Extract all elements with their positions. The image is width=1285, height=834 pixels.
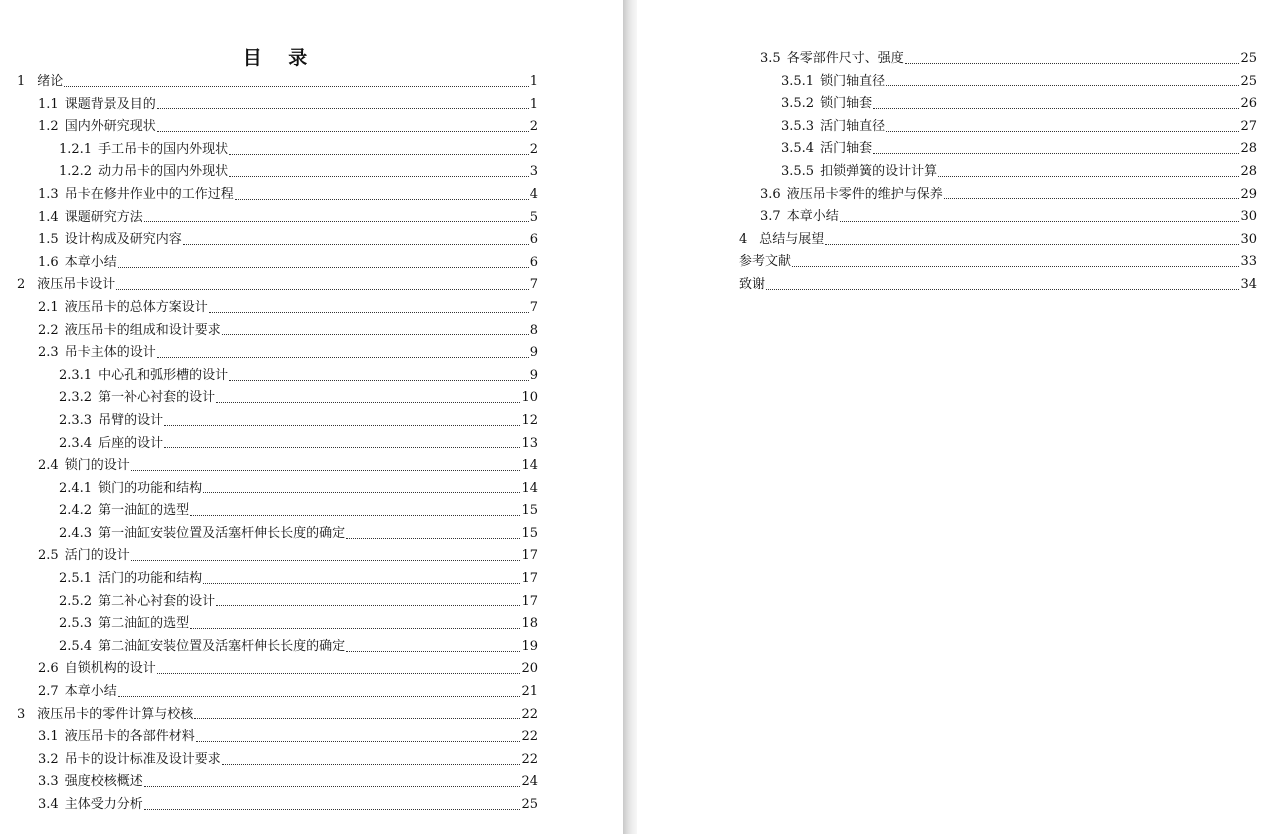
toc-entry[interactable]	[17, 500, 538, 523]
toc-entry-page-number: 25	[1240, 51, 1257, 66]
toc-entry[interactable]	[739, 138, 1257, 161]
toc-dot-leader	[157, 131, 529, 132]
toc-dot-leader	[203, 583, 520, 584]
toc-dot-leader	[216, 605, 520, 606]
toc-entry[interactable]	[17, 681, 538, 704]
toc-entry-title: 致谢	[739, 276, 766, 292]
toc-entry-page-number: 26	[1240, 96, 1257, 112]
toc-dot-leader	[938, 176, 1239, 177]
toc-dot-leader	[131, 560, 521, 561]
toc-entry[interactable]	[739, 184, 1257, 207]
toc-entry[interactable]	[17, 568, 538, 591]
toc-entry-title: 锁门的设计	[64, 458, 130, 474]
toc-dot-leader	[157, 357, 529, 358]
toc-entry-page-number: 22	[521, 729, 538, 745]
toc-entry[interactable]	[17, 161, 538, 184]
toc-dot-leader	[144, 809, 521, 810]
toc-dot-leader	[190, 515, 520, 516]
toc-entry[interactable]	[17, 71, 538, 94]
toc-entry[interactable]	[17, 771, 538, 794]
toc-entry-title: 本章小结	[64, 684, 117, 700]
toc-dot-leader	[164, 447, 520, 448]
toc-dot-leader	[216, 402, 520, 403]
toc-entry-number: 3.4	[38, 797, 59, 812]
toc-entry[interactable]	[739, 229, 1257, 252]
toc-dot-leader	[144, 221, 529, 222]
toc-entry-page-number: 13	[521, 435, 538, 451]
toc-entry-title: 液压吊卡零件的维护与保养	[786, 186, 943, 202]
toc-entry-title: 总结与展望	[759, 231, 825, 247]
toc-entry-page-number: 12	[521, 412, 538, 428]
toc-entry-page-number: 4	[529, 186, 538, 202]
toc-dot-leader	[183, 244, 529, 245]
toc-entry[interactable]	[17, 704, 538, 727]
toc-entry[interactable]	[17, 478, 538, 501]
toc-entry-page-number: 28	[1240, 141, 1257, 157]
toc-entry-page-number: 17	[521, 571, 538, 587]
toc-entry-title: 参考文献	[739, 254, 792, 270]
toc-entry-number: 3.7	[760, 209, 781, 225]
toc-entry[interactable]	[17, 726, 538, 749]
toc-entry-page-number: 6	[529, 254, 538, 270]
toc-entry-title: 第二油缸安装位置及活塞杆伸长长度的确定	[98, 638, 346, 654]
toc-entry-title: 吊卡主体的设计	[64, 345, 156, 361]
toc-entry-title: 中心孔和弧形槽的设计	[98, 367, 229, 383]
toc-entry-title: 活门轴套	[820, 141, 873, 157]
toc-entry-number: 2.3.2	[59, 390, 93, 406]
toc-entry-page-number: 14	[521, 480, 538, 496]
toc-entry-page-number: 3	[529, 164, 538, 180]
toc-entry-number: 3.5.1	[781, 73, 815, 89]
toc-entry-page-number: 6	[529, 232, 538, 248]
toc-dot-leader	[118, 696, 521, 697]
toc-entry-number: 3.5.5	[781, 163, 815, 179]
toc-entry-number: 2.4.1	[59, 480, 93, 496]
toc-dot-leader	[229, 380, 529, 381]
toc-dot-leader	[229, 154, 529, 155]
toc-dot-leader	[157, 673, 521, 674]
toc-entry-number: 2.3.3	[59, 412, 93, 428]
toc-entry-number: 1	[17, 74, 26, 89]
toc-entry-title: 活门的功能和结构	[98, 571, 203, 587]
toc-entry-title: 吊卡的设计标准及设计要求	[64, 751, 221, 767]
toc-entry-title: 绪论	[37, 74, 64, 89]
document-page-left	[0, 0, 623, 834]
toc-entry[interactable]	[739, 71, 1257, 94]
toc-entry-page-number: 30	[1240, 209, 1257, 225]
toc-entry[interactable]	[739, 274, 1257, 297]
toc-dot-leader	[131, 470, 521, 471]
toc-dot-leader	[157, 108, 529, 109]
toc-entry-title: 强度校核概述	[64, 774, 143, 790]
toc-entry-page-number: 21	[521, 684, 538, 700]
toc-entry-title: 课题研究方法	[64, 209, 143, 225]
toc-entry[interactable]	[17, 139, 538, 162]
toc-dot-leader	[905, 63, 1240, 64]
toc-entry-number: 1.5	[38, 232, 59, 248]
toc-entry-number: 2.5.2	[59, 593, 93, 609]
toc-entry-title: 液压吊卡的零件计算与校核	[37, 706, 194, 722]
toc-entry[interactable]	[17, 184, 538, 207]
toc-entry-title: 第一油缸安装位置及活塞杆伸长长度的确定	[98, 525, 346, 541]
toc-entry-number: 3	[17, 706, 26, 722]
toc-entry-page-number: 2	[529, 141, 538, 157]
toc-dot-leader	[222, 764, 521, 765]
toc-entry[interactable]	[739, 93, 1257, 116]
toc-list-right	[739, 48, 1257, 297]
toc-entry-page-number: 22	[521, 706, 538, 722]
toc-entry-number: 3.5	[760, 51, 781, 66]
toc-entry-title: 动力吊卡的国内外现状	[98, 164, 229, 180]
toc-entry-title: 吊臂的设计	[98, 412, 164, 428]
toc-entry-title: 本章小结	[786, 209, 839, 225]
toc-dot-leader	[64, 86, 528, 87]
toc-entry-title: 液压吊卡设计	[37, 277, 116, 293]
toc-entry-page-number: 29	[1240, 186, 1257, 202]
toc-entry-title: 锁门的功能和结构	[98, 480, 203, 496]
toc-entry-page-number: 9	[529, 367, 538, 383]
toc-dot-leader	[118, 267, 529, 268]
toc-entry[interactable]	[739, 48, 1257, 71]
toc-entry-number: 2.6	[38, 661, 59, 677]
toc-entry[interactable]	[17, 297, 538, 320]
toc-entry-title: 本章小结	[64, 254, 117, 270]
toc-entry-page-number: 7	[529, 299, 538, 315]
toc-entry[interactable]	[17, 794, 538, 817]
toc-entry-page-number: 30	[1240, 231, 1257, 247]
toc-title: 目 录	[242, 47, 318, 69]
toc-dot-leader	[792, 266, 1239, 267]
toc-dot-leader	[944, 198, 1240, 199]
toc-entry[interactable]	[17, 94, 538, 117]
toc-entry[interactable]	[739, 206, 1257, 229]
toc-entry-title: 第一油缸的选型	[98, 503, 190, 519]
toc-entry[interactable]	[17, 274, 538, 297]
toc-entry-page-number: 10	[521, 390, 538, 406]
toc-entry-title: 主体受力分析	[64, 797, 143, 812]
toc-entry-title: 自锁机构的设计	[64, 661, 156, 677]
toc-entry-number: 1.1	[38, 96, 59, 112]
toc-entry-title: 设计构成及研究内容	[64, 232, 182, 248]
toc-entry-page-number: 27	[1240, 118, 1257, 134]
toc-entry-page-number: 18	[521, 616, 538, 632]
toc-entry-title: 液压吊卡的组成和设计要求	[64, 322, 221, 338]
toc-entry-number: 2.4.2	[59, 503, 93, 519]
toc-dot-leader	[346, 651, 520, 652]
toc-dot-leader	[766, 289, 1239, 290]
toc-entry[interactable]	[17, 365, 538, 388]
toc-entry-title: 后座的设计	[98, 435, 164, 451]
toc-entry-number: 1.3	[38, 186, 59, 202]
toc-entry-number: 2.3.1	[59, 367, 93, 383]
toc-entry-page-number: 33	[1240, 254, 1257, 270]
toc-list-left	[17, 71, 538, 817]
toc-entry-number: 2	[17, 277, 26, 293]
toc-dot-leader	[164, 425, 520, 426]
toc-entry-page-number: 17	[521, 548, 538, 564]
toc-entry-page-number: 1	[529, 74, 538, 89]
toc-dot-leader	[886, 131, 1239, 132]
toc-entry-number: 1.2.1	[59, 141, 93, 157]
toc-dot-leader	[229, 176, 529, 177]
toc-entry-page-number: 28	[1240, 163, 1257, 179]
toc-entry-number: 4	[739, 231, 748, 247]
toc-dot-leader	[190, 628, 520, 629]
toc-entry-page-number: 2	[529, 119, 538, 135]
toc-entry[interactable]	[739, 161, 1257, 184]
toc-entry-number: 2.5	[38, 548, 59, 564]
toc-entry-page-number: 22	[521, 751, 538, 767]
toc-entry-title: 扣锁弹簧的设计计算	[820, 163, 938, 179]
toc-entry-number: 1.4	[38, 209, 59, 225]
toc-dot-leader	[346, 538, 520, 539]
toc-entry[interactable]	[17, 613, 538, 636]
toc-dot-leader	[825, 244, 1239, 245]
toc-entry-title: 锁门轴直径	[820, 73, 886, 89]
toc-entry-number: 3.5.3	[781, 118, 815, 134]
toc-entry-page-number: 25	[1240, 73, 1257, 89]
toc-entry[interactable]	[17, 207, 538, 230]
toc-entry[interactable]	[17, 116, 538, 139]
toc-entry[interactable]	[17, 749, 538, 772]
toc-entry-page-number: 20	[521, 661, 538, 677]
toc-entry-page-number: 24	[521, 774, 538, 790]
toc-entry-page-number: 1	[529, 96, 538, 112]
toc-entry-title: 课题背景及目的	[64, 96, 156, 112]
toc-entry[interactable]	[17, 591, 538, 614]
toc-entry-page-number: 8	[529, 322, 538, 338]
toc-entry-title: 第二补心衬套的设计	[98, 593, 216, 609]
toc-entry-number: 2.1	[38, 299, 59, 315]
toc-dot-leader	[886, 85, 1239, 86]
toc-entry-title: 第二油缸的选型	[98, 616, 190, 632]
toc-entry-number: 3.3	[38, 774, 59, 790]
toc-entry-title: 活门轴直径	[820, 118, 886, 134]
toc-entry-page-number: 15	[521, 525, 538, 541]
toc-entry-number: 2.3	[38, 345, 59, 361]
toc-entry[interactable]	[17, 636, 538, 659]
toc-entry[interactable]	[17, 387, 538, 410]
toc-entry-page-number: 15	[521, 503, 538, 519]
toc-dot-leader	[194, 718, 520, 719]
toc-entry-page-number: 19	[521, 638, 538, 654]
toc-dot-leader	[116, 289, 528, 290]
toc-entry-number: 3.2	[38, 751, 59, 767]
toc-dot-leader	[873, 153, 1239, 154]
toc-entry-page-number: 17	[521, 593, 538, 609]
toc-entry-number: 2.2	[38, 322, 59, 338]
toc-entry-number: 2.3.4	[59, 435, 93, 451]
toc-entry-page-number: 5	[529, 209, 538, 225]
toc-entry-number: 2.5.1	[59, 571, 93, 587]
toc-entry[interactable]	[17, 545, 538, 568]
document-page-right	[637, 0, 1285, 834]
toc-entry-title: 各零部件尺寸、强度	[786, 51, 904, 66]
toc-entry-number: 3.5.4	[781, 141, 815, 157]
toc-entry-title: 活门的设计	[64, 548, 130, 564]
toc-entry[interactable]	[17, 229, 538, 252]
toc-entry[interactable]	[17, 342, 538, 365]
toc-entry-title: 锁门轴套	[820, 96, 873, 112]
toc-entry[interactable]	[739, 251, 1257, 274]
toc-entry[interactable]	[17, 455, 538, 478]
toc-entry[interactable]	[17, 320, 538, 343]
toc-entry-page-number: 34	[1240, 276, 1257, 292]
toc-dot-leader	[144, 786, 521, 787]
toc-entry[interactable]	[17, 252, 538, 275]
toc-entry-title: 手工吊卡的国内外现状	[98, 141, 229, 157]
toc-entry-number: 3.1	[38, 729, 59, 745]
toc-entry-number: 2.5.3	[59, 616, 93, 632]
toc-dot-leader	[840, 221, 1240, 222]
toc-dot-leader	[203, 492, 520, 493]
toc-dot-leader	[196, 741, 521, 742]
toc-entry-number: 1.2	[38, 119, 59, 135]
toc-entry-number: 2.5.4	[59, 638, 93, 654]
toc-entry-page-number: 14	[521, 458, 538, 474]
toc-entry-title: 国内外研究现状	[64, 119, 156, 135]
toc-entry-number: 3.5.2	[781, 96, 815, 112]
toc-dot-leader	[209, 312, 529, 313]
toc-entry-page-number: 7	[529, 277, 538, 293]
toc-entry-number: 2.4	[38, 458, 59, 474]
toc-entry[interactable]	[17, 410, 538, 433]
toc-dot-leader	[222, 334, 529, 335]
toc-entry-title: 液压吊卡的各部件材料	[64, 729, 195, 745]
toc-dot-leader	[235, 199, 529, 200]
toc-entry-number: 1.2.2	[59, 164, 93, 180]
toc-entry-page-number: 9	[529, 345, 538, 361]
toc-entry[interactable]	[17, 523, 538, 546]
toc-entry-number: 2.4.3	[59, 525, 93, 541]
toc-entry-page-number: 25	[521, 797, 538, 812]
toc-entry-title: 吊卡在修井作业中的工作过程	[64, 186, 234, 202]
toc-dot-leader	[873, 108, 1239, 109]
page-gutter	[623, 0, 637, 834]
toc-entry-title: 第一补心衬套的设计	[98, 390, 216, 406]
toc-entry-number: 3.6	[760, 186, 781, 202]
toc-entry-number: 1.6	[38, 254, 59, 270]
toc-entry[interactable]	[739, 116, 1257, 139]
toc-entry[interactable]	[17, 658, 538, 681]
toc-entry-title: 液压吊卡的总体方案设计	[64, 299, 208, 315]
toc-entry-number: 2.7	[38, 684, 59, 700]
toc-entry[interactable]	[17, 433, 538, 456]
